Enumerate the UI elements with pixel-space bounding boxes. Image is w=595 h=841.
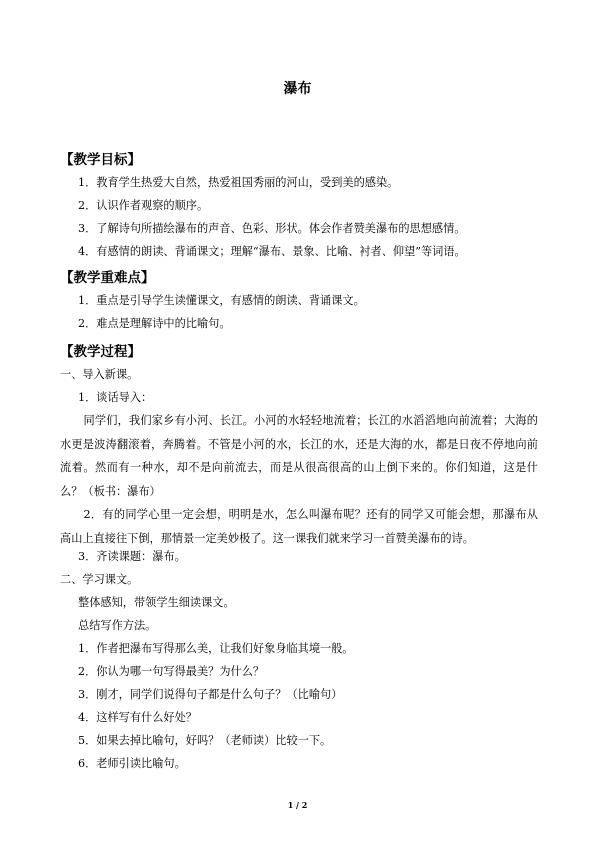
key-point-item-1: 1．重点是引导学生读懂课文，有感情的朗读、背诵课文。	[78, 294, 365, 307]
process-part2-item-2: 2．你认为哪一句写得最美？为什么？	[78, 665, 265, 678]
process-part1-sub3: 3．齐读课题：瀑布。	[78, 550, 186, 563]
section-heading-process: 【教学过程】	[60, 344, 141, 360]
process-part2-item-3: 3．刚才，同学们说得句子都是什么句子？（比喻句）	[78, 688, 343, 701]
key-point-item-2: 2．难点是理解诗中的比喻句。	[78, 317, 231, 330]
section-heading-goals: 【教学目标】	[60, 152, 141, 168]
process-part1-sub1: 1．谈话导入：	[78, 391, 153, 404]
process-part2-item-4: 4．这样写有什么好处？	[78, 711, 197, 724]
goal-item-1: 1．教育学生热爱大自然，热爱祖国秀丽的河山，受到美的感染。	[78, 176, 399, 189]
process-part1-title: 一、导入新课。	[60, 368, 139, 381]
process-part2-line2: 总结写作方法。	[78, 619, 157, 632]
process-part2-item-1: 1．作者把瀑布写得那么美，让我们好象身临其境一般。	[78, 642, 354, 655]
section-heading-key-points: 【教学重难点】	[60, 270, 155, 286]
process-part2-item-6: 6．老师引读比喻句。	[78, 757, 186, 770]
process-part2-line1: 整体感知，带领学生细读课文。	[78, 596, 235, 609]
goal-item-4: 4．有感情的朗读、背诵课文；理解“瀑布、景象、比喻、衬者、仰望”等词语。	[78, 245, 466, 258]
process-part1-paragraph-1: 同学们，我们家乡有小河、长江。小河的水轻轻地流着；长江的水滔滔地向前流着；大海的水更是波涛翻滚着，奔腾着。不管是小河的水，长江的水，还是大海的水，都是日夜不停地向前流着。然而有一种水，却不是向前流去，而是从很高很高的山上倒下来的。你们知道，这是什么？（板书：瀑布）	[60, 414, 538, 498]
page-title: 瀑布	[283, 81, 312, 97]
page-number: 1 / 2	[287, 800, 308, 810]
goal-item-2: 2．认识作者观察的顺序。	[78, 199, 209, 212]
process-part2-title: 二、学习课文。	[60, 573, 139, 586]
process-part1-paragraph-2: 2．有的同学心里一定会想，明明是水，怎么叫瀑布呢？还有的同学又可能会想，那瀑布从高山上直接往下倒，那情景一定美妙极了。这一课我们就来学习一首赞美瀑布的诗。	[60, 508, 538, 545]
goal-item-3: 3．了解诗句所描绘瀑布的声音、色彩、形状。体会作者赞美瀑布的思想感情。	[78, 222, 466, 235]
process-part2-item-5: 5．如果去掉比喻句，好吗？（老师读）比较一下。	[78, 734, 332, 747]
